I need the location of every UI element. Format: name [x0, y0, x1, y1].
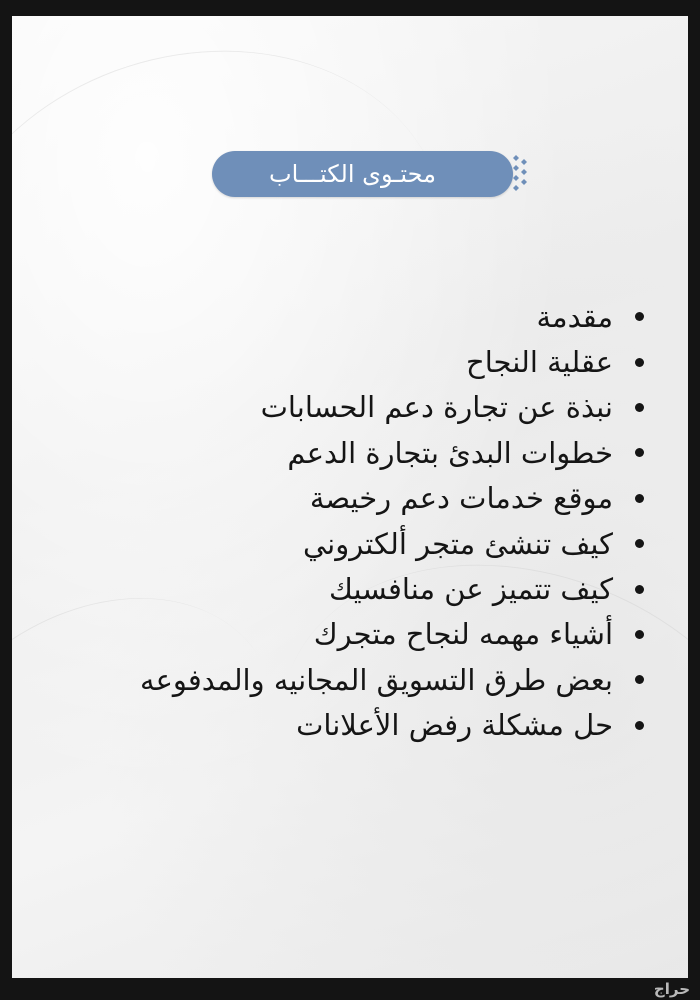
bullet-icon	[635, 358, 644, 367]
bullet-icon	[635, 585, 644, 594]
bullet-icon	[635, 494, 644, 503]
ornament-icon	[510, 153, 534, 197]
bullet-icon	[635, 312, 644, 321]
list-item	[48, 339, 648, 384]
list-item-label: مقدمة	[536, 299, 613, 334]
list-item-label: كيف تنشئ متجر ألكتروني	[302, 526, 613, 561]
list-item-label: نبذة عن تجارة دعم الحسابات	[260, 390, 613, 425]
bullet-icon	[635, 539, 644, 548]
list-item-label: أشياء مهمه لنجاح متجرك	[313, 617, 613, 652]
bullet-icon	[635, 630, 644, 639]
list-item-label: كيف تتميز عن منافسيك	[329, 572, 613, 607]
list-item	[48, 612, 648, 657]
section-title-badge	[212, 151, 513, 197]
list-item	[48, 521, 648, 566]
list-item-label: عقلية النجاح	[465, 345, 613, 380]
list-item	[48, 385, 648, 430]
book-page	[12, 16, 688, 978]
watermark-logo: حراج	[653, 980, 690, 998]
bullet-icon	[635, 721, 644, 730]
list-item	[48, 476, 648, 521]
list-item-label: موقع خدمات دعم رخيصة	[309, 481, 613, 516]
bullet-icon	[635, 403, 644, 412]
page-title: محتـوى الكتـــاب	[269, 160, 436, 188]
list-item	[48, 566, 648, 611]
table-of-contents	[48, 294, 648, 748]
list-item	[48, 294, 648, 339]
list-item	[48, 703, 648, 748]
list-item-label: بعض طرق التسويق المجانيه والمدفوعه	[140, 662, 613, 697]
list-item-label: حل مشكلة رفض الأعلانات	[296, 708, 613, 743]
list-item	[48, 430, 648, 475]
bullet-icon	[635, 448, 644, 457]
list-item	[48, 657, 648, 702]
list-item-label: خطوات البدئ بتجارة الدعم	[287, 435, 613, 470]
bullet-icon	[635, 675, 644, 684]
